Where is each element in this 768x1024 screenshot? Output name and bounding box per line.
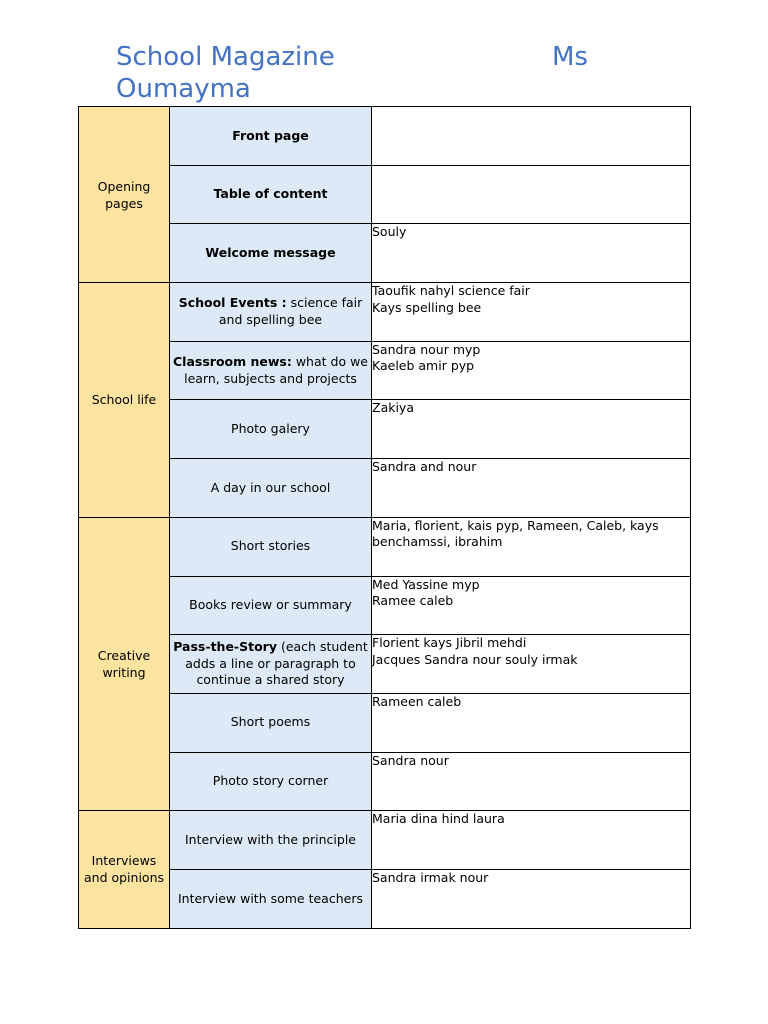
assignee-line: Sandra and nour: [372, 459, 477, 475]
section-label: Opening pages: [79, 107, 170, 283]
assignee-line: Kays spelling bee: [372, 299, 482, 315]
topic-cell: [170, 517, 372, 576]
assignee-cell: [372, 341, 691, 400]
section-label: Interviews and opinions: [79, 811, 170, 928]
assignee-line: Florient kays Jibril mehdi: [372, 635, 527, 651]
assignee-line: Kaeleb amir pyp: [372, 358, 475, 374]
table-row: [79, 459, 691, 518]
table-row: [79, 811, 691, 870]
topic-bold-text: Welcome message: [205, 244, 336, 260]
assignee-line: Sandra irmak nour: [372, 869, 489, 885]
assignee-cell: [372, 811, 691, 870]
assignee-line: Souly: [372, 224, 407, 240]
table-row: [79, 635, 691, 694]
assignee-cell: [372, 869, 691, 928]
assignee-cell: [372, 459, 691, 518]
topic-cell: [170, 811, 372, 870]
topic-text: what do we learn, subjects and projects: [184, 354, 368, 386]
assignee-cell: [372, 517, 691, 576]
assignee-line: Maria dina hind laura: [372, 811, 505, 827]
table-row: [79, 693, 691, 752]
topic-cell: [170, 869, 372, 928]
topic-text: Short poems: [230, 714, 311, 730]
topic-cell: [170, 224, 372, 283]
topic-bold-text: Table of content: [213, 186, 328, 202]
table-body: [79, 107, 691, 929]
assignee-line: Ramee caleb: [372, 593, 454, 608]
topic-cell: [170, 283, 372, 342]
table-row: [79, 869, 691, 928]
title-magazine: School Magazine: [116, 42, 335, 72]
topic-bold-text: Front page: [232, 127, 309, 143]
table-row: [79, 752, 691, 811]
topic-cell: [170, 693, 372, 752]
assignee-line: Zakiya: [372, 400, 414, 416]
topic-text: A day in our school: [210, 479, 331, 495]
title-teacher-prefix: Ms: [552, 42, 588, 72]
table-row: [79, 576, 691, 635]
assignee-cell: [372, 224, 691, 283]
table-row: [79, 341, 691, 400]
section-label: Creative writing: [79, 517, 170, 810]
assignee-cell: [372, 107, 691, 166]
topic-bold-text: Pass-the-Story: [173, 639, 277, 655]
topic-text: science fair and spelling bee: [218, 295, 363, 327]
topic-text: Photo story corner: [212, 773, 329, 789]
topic-bold-text: School Events :: [178, 295, 287, 311]
assignee-cell: [372, 635, 691, 694]
table-row: [79, 165, 691, 224]
section-label: School life: [79, 283, 170, 518]
assignee-line: Maria, florient, kais pyp, Rameen, Caleb, kays benchamssi, ibrahim: [372, 517, 659, 550]
topic-cell: [170, 752, 372, 811]
assignee-cell: [372, 576, 691, 635]
topic-cell: [170, 459, 372, 518]
topic-text: Books review or summary: [189, 597, 352, 613]
topic-cell: [170, 400, 372, 459]
assignee-cell: [372, 165, 691, 224]
topic-cell: [170, 635, 372, 694]
assignee-cell: [372, 283, 691, 342]
assignee-line: Jacques Sandra nour souly irmak: [372, 651, 578, 667]
topic-text: Interview with the principle: [185, 831, 356, 847]
table-row: [79, 107, 691, 166]
assignee-cell: [372, 693, 691, 752]
assignee-cell: [372, 400, 691, 459]
assignee-line: Med Yassine myp: [372, 576, 480, 592]
assignee-cell: [372, 752, 691, 811]
topic-cell: [170, 107, 372, 166]
assignee-line: Taoufik nahyl science fair: [372, 283, 530, 299]
topic-bold-text: Classroom news:: [173, 354, 292, 370]
table-row: [79, 224, 691, 283]
assignee-line: Rameen caleb: [372, 693, 462, 709]
topic-cell: [170, 576, 372, 635]
topic-cell: [170, 341, 372, 400]
assignee-line: Sandra nour: [372, 752, 449, 768]
topic-cell: [170, 165, 372, 224]
topic-text: Interview with some teachers: [178, 890, 363, 906]
magazine-plan-table: [78, 106, 691, 929]
table-row: [79, 517, 691, 576]
table-row: [79, 400, 691, 459]
topic-text: Short stories: [230, 538, 311, 554]
topic-text: (each student adds a line or paragraph to continue a shared story: [185, 639, 368, 688]
table-row: [79, 283, 691, 342]
assignee-line: Sandra nour myp: [372, 341, 481, 357]
title-teacher-name: Oumayma: [116, 74, 251, 104]
topic-text: Photo galery: [231, 421, 310, 437]
